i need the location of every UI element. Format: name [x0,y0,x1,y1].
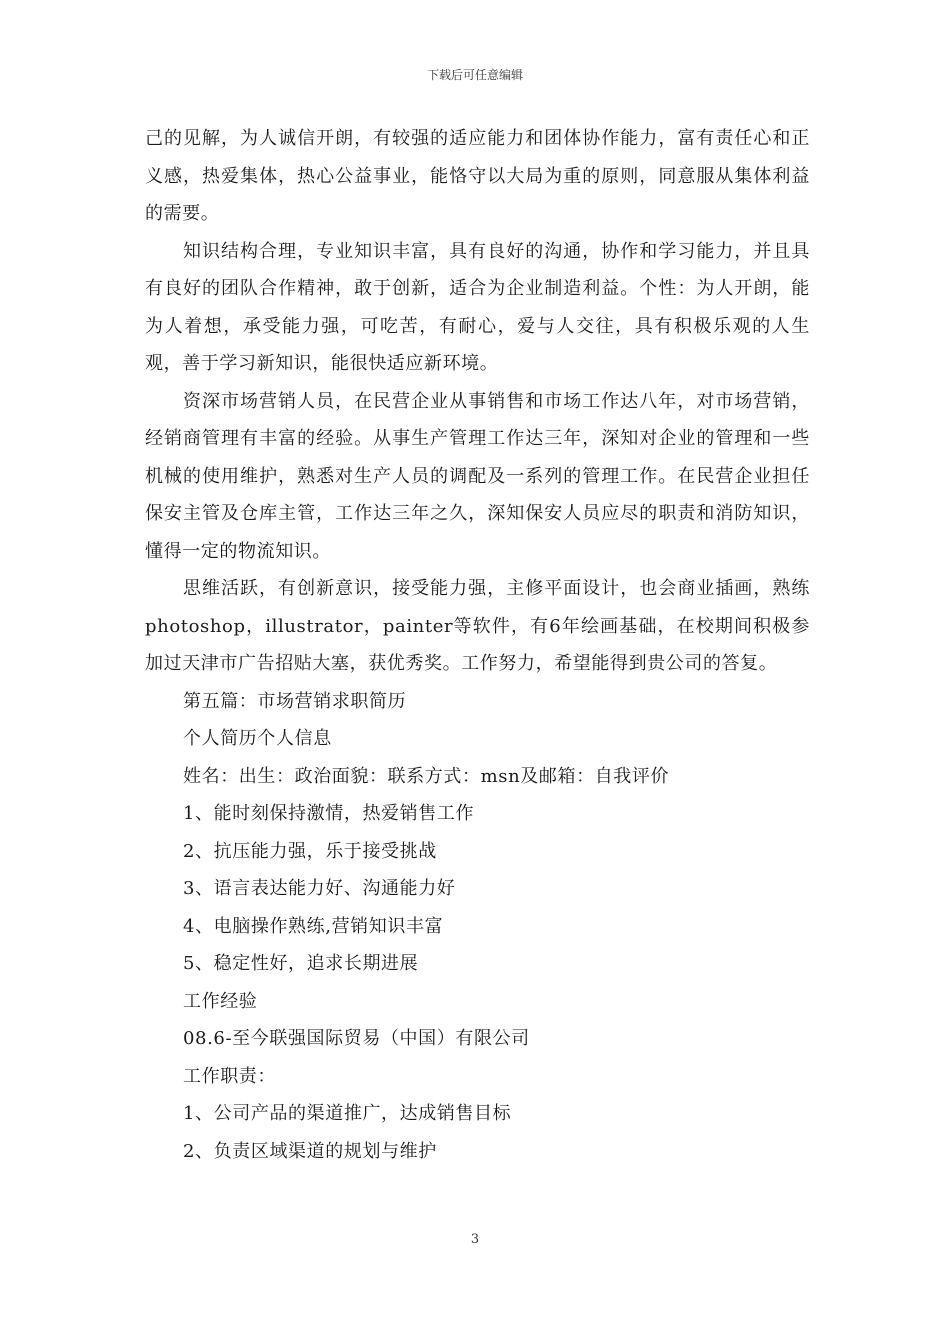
list-item: 1、能时刻保持激情，热爱销售工作 [183,803,475,824]
document-body [145,120,810,1170]
list-item: 3、语言表达能力好、沟通能力好 [183,878,456,899]
paragraph: 己的见解，为人诚信开朗，有较强的适应能力和团体协作能力，富有责任心和正义感，热爱集体，热心公益事业，能恪守以大局为重的原则，同意服从集体利益的需要。 [145,128,810,224]
page-number: 3 [470,1232,480,1247]
list-item: 2、抗压能力强，乐于接受挑战 [183,840,437,862]
subsection-title: 个人简历个人信息 [183,728,332,749]
paragraph: 知识结构合理，专业知识丰富，具有良好的沟通，协作和学习能力，并且具有良好的团队合作精神，敢于创新，适合为企业制造利益。个性：为人开朗，能为人着想，承受能力强，可吃苦，有耐心，爱与人交往，具有积极乐观的人生观，善于学习新知识，能很快适应新环境。 [145,240,810,374]
paragraph: 思维活跃，有创新意识，接受能力强，主修平面设计，也会商业插画，熟练photoshop，illustrator，painter等软件，有6年绘画基础，在校期间积极参加过天津市广告招贴大塞，获优秀奖。工作努力，希望能得到贵公司的答复。 [145,578,810,674]
page-header: 下载后可任意编辑 [426,68,523,82]
subsection-title: 工作经验 [183,990,258,1012]
section-title: 第五篇：市场营销求职简历 [183,690,407,712]
personal-info-line: 姓名：出生：政治面貌：联系方式：msn及邮箱：自我评价 [183,765,670,787]
list-item: 4、电脑操作熟练,营销知识丰富 [183,915,444,937]
list-item: 5、稳定性好，追求长期进展 [183,953,419,974]
paragraph: 资深市场营销人员，在民营企业从事销售和市场工作达八年，对市场营销，经销商管理有丰富的经验。从事生产管理工作达三年，深知对企业的管理和一些机械的使用维护，熟悉对生产人员的调配及一系列的管理工作。在民营企业担任保安主管及仓库主管，工作达三年之久，深知保安人员应尽的职责和消防知识，懂得一定的物流知识。 [145,390,810,562]
list-item: 1、公司产品的渠道推广，达成销售目标 [183,1103,512,1124]
list-item: 2、负责区域渠道的规划与维护 [183,1140,437,1162]
subsection-title: 工作职责： [183,1065,276,1087]
job-entry: 08.6-至今联强国际贸易（中国）有限公司 [183,1028,530,1049]
